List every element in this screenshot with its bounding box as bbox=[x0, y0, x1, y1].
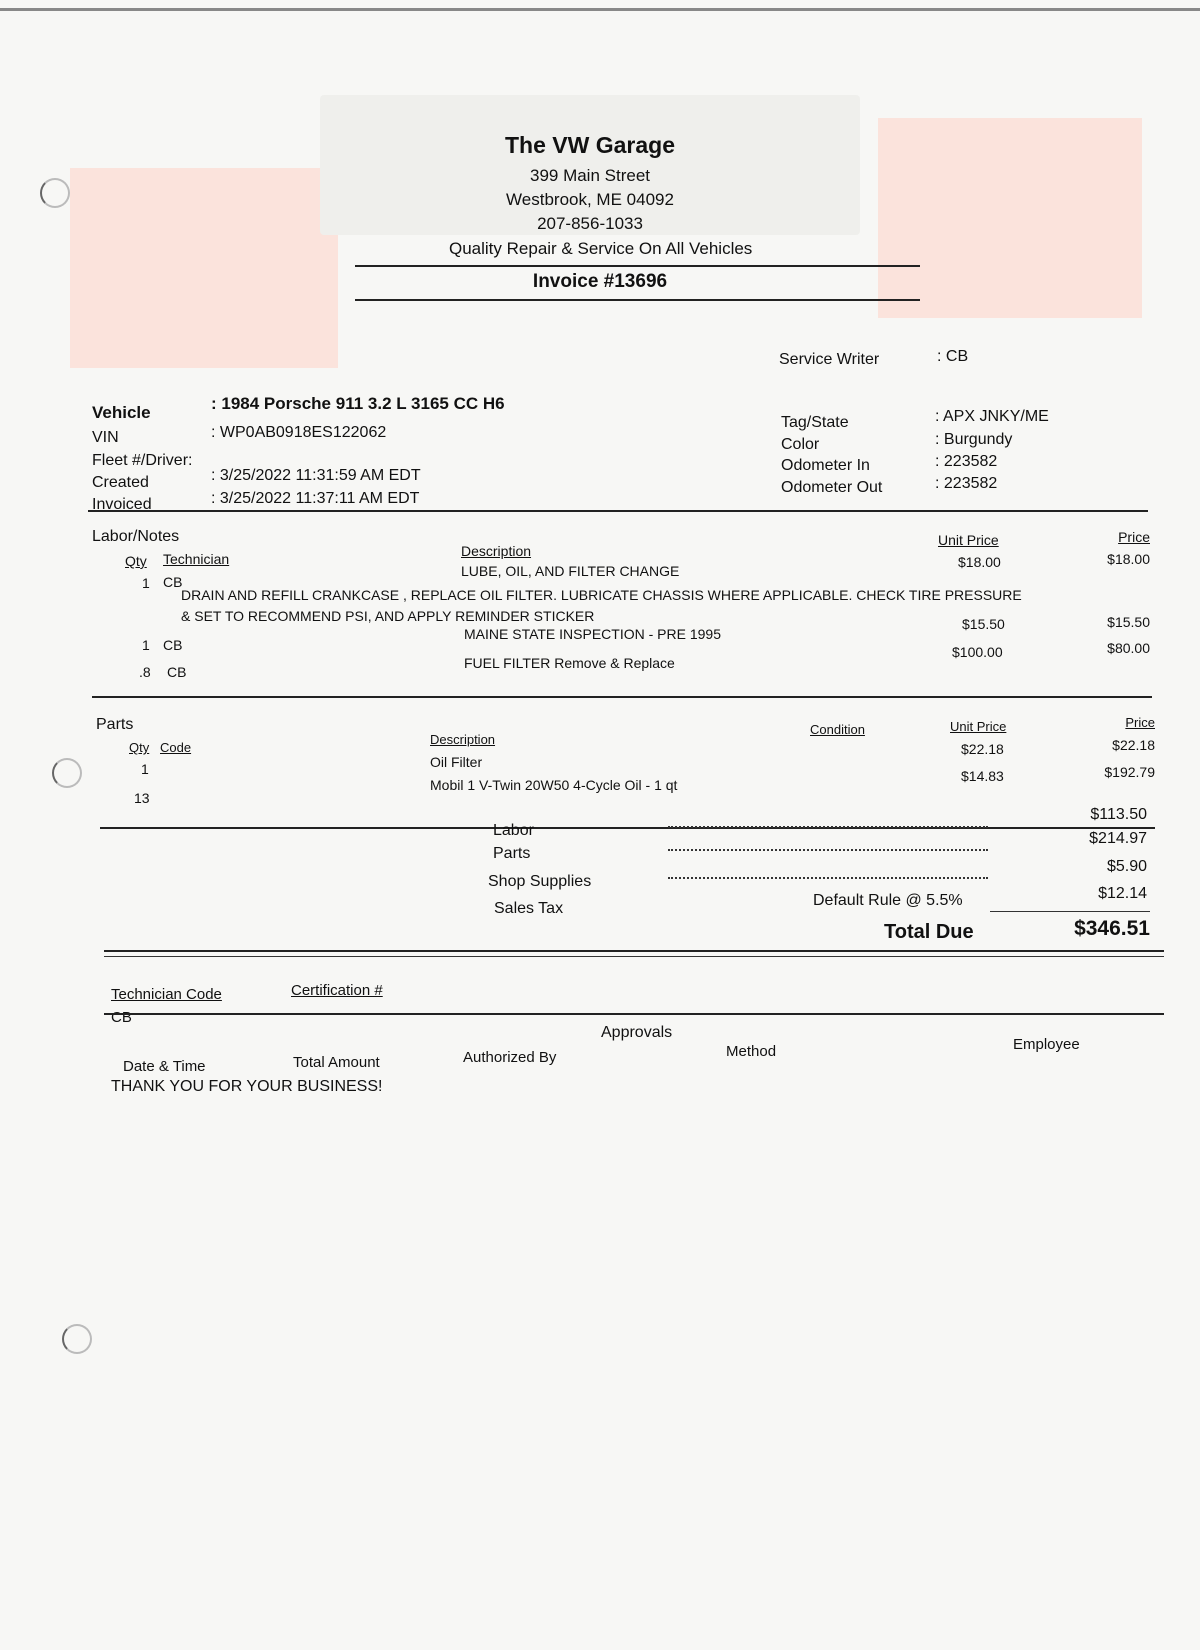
parts-header-qty: Qty bbox=[129, 740, 150, 755]
approvals-employee: Employee bbox=[1013, 1036, 1080, 1053]
totals-parts-leader bbox=[668, 849, 988, 851]
labor-unit-price: $100.00 bbox=[952, 644, 1003, 660]
header-rule-bottom bbox=[355, 299, 920, 301]
labor-section-rule bbox=[92, 696, 1152, 698]
labor-qty: 1 bbox=[142, 637, 150, 653]
vin-value: : WP0AB0918ES122062 bbox=[211, 424, 387, 441]
parts-section-rule bbox=[100, 827, 1155, 829]
approvals-authorized-by: Authorized By bbox=[463, 1049, 557, 1066]
tag-state-value: : APX JNKY/ME bbox=[935, 408, 1049, 425]
approvals-total-amount: Total Amount bbox=[293, 1054, 380, 1071]
totals-tax-rule: Default Rule @ 5.5% bbox=[813, 892, 963, 909]
labor-header-price: Price bbox=[1118, 529, 1150, 545]
totals-shop-supplies-value: $5.90 bbox=[1106, 858, 1147, 875]
totals-labor-leader bbox=[668, 826, 988, 828]
thank-you-message: THANK YOU FOR YOUR BUSINESS! bbox=[111, 1078, 383, 1095]
totals-parts-value: $214.97 bbox=[1089, 830, 1147, 847]
totals-sales-tax-label: Sales Tax bbox=[494, 900, 564, 917]
labor-description: LUBE, OIL, AND FILTER CHANGE bbox=[461, 563, 680, 579]
odometer-in-value: : 223582 bbox=[935, 453, 998, 470]
shop-phone: 207-856-1033 bbox=[537, 214, 643, 233]
labor-price: $15.50 bbox=[1107, 614, 1150, 630]
service-writer-label: Service Writer bbox=[779, 351, 880, 368]
parts-description: Oil Filter bbox=[430, 754, 483, 770]
shop-address-line2: Westbrook, ME 04092 bbox=[506, 190, 674, 209]
odometer-out-label: Odometer Out bbox=[781, 479, 883, 496]
redaction-right bbox=[878, 118, 1142, 318]
certification-rule bbox=[104, 1013, 1164, 1015]
parts-price: $192.79 bbox=[1104, 764, 1155, 780]
scan-edge-top bbox=[0, 8, 1200, 11]
binder-hole-top bbox=[40, 178, 70, 208]
labor-section-label: Labor/Notes bbox=[92, 528, 180, 545]
shop-name: The VW Garage bbox=[505, 132, 675, 158]
labor-qty: 1 bbox=[142, 575, 150, 591]
totals-sales-tax-value: $12.14 bbox=[1098, 885, 1147, 902]
labor-price: $80.00 bbox=[1107, 640, 1150, 656]
totals-subrule bbox=[990, 911, 1150, 912]
color-value: : Burgundy bbox=[935, 431, 1013, 448]
vehicle-label: Vehicle bbox=[92, 403, 151, 422]
invoice-number: Invoice #13696 bbox=[532, 271, 668, 292]
parts-header-price: Price bbox=[1125, 715, 1155, 730]
totals-labor-label: Labor bbox=[493, 822, 534, 839]
totals-parts-label: Parts bbox=[493, 845, 531, 862]
shop-address-line1: 399 Main Street bbox=[529, 166, 650, 185]
certification-label: Certification # bbox=[291, 982, 383, 999]
odometer-in-label: Odometer In bbox=[781, 457, 870, 474]
approvals-title: Approvals bbox=[601, 1024, 673, 1041]
parts-section-label: Parts bbox=[96, 716, 134, 733]
approvals-method: Method bbox=[726, 1043, 777, 1060]
labor-technician: CB bbox=[163, 637, 183, 653]
parts-unit-price: $22.18 bbox=[961, 741, 1004, 757]
parts-unit-price: $14.83 bbox=[961, 768, 1004, 784]
technician-code-label: Technician Code bbox=[111, 986, 222, 1003]
parts-qty: 13 bbox=[134, 790, 150, 806]
labor-price: $18.00 bbox=[1107, 551, 1150, 567]
labor-header-qty: Qty bbox=[125, 553, 147, 569]
labor-header-description: Description bbox=[461, 543, 532, 559]
fleet-driver-label: Fleet #/Driver: bbox=[92, 452, 193, 469]
parts-header-condition: Condition bbox=[810, 722, 865, 737]
shop-tagline: Quality Repair & Service On All Vehicles bbox=[449, 239, 753, 258]
binder-hole-bottom bbox=[62, 1324, 92, 1354]
color-label: Color bbox=[781, 436, 820, 453]
parts-description: Mobil 1 V-Twin 20W50 4-Cycle Oil - 1 qt bbox=[430, 777, 678, 793]
labor-note-line2: & SET TO RECOMMEND PSI, AND APPLY REMINDER STICKER bbox=[181, 608, 595, 624]
totals-double-rule-2 bbox=[104, 956, 1164, 957]
odometer-out-value: : 223582 bbox=[935, 475, 998, 492]
approvals-date-time: Date & Time bbox=[123, 1058, 206, 1075]
labor-description: FUEL FILTER Remove & Replace bbox=[464, 655, 675, 671]
invoiced-value: : 3/25/2022 11:37:11 AM EDT bbox=[211, 490, 420, 507]
totals-labor-value: $113.50 bbox=[1090, 806, 1147, 823]
service-writer-value: : CB bbox=[937, 348, 969, 365]
labor-unit-price: $18.00 bbox=[958, 554, 1001, 570]
labor-technician: CB bbox=[167, 664, 187, 680]
labor-qty: .8 bbox=[139, 664, 151, 680]
vehicle-value: : 1984 Porsche 911 3.2 L 3165 CC H6 bbox=[211, 394, 505, 413]
vin-label: VIN bbox=[92, 429, 119, 446]
parts-qty: 1 bbox=[141, 761, 149, 777]
totals-double-rule-1 bbox=[104, 950, 1164, 952]
tag-state-label: Tag/State bbox=[781, 414, 849, 431]
totals-shop-supplies-label: Shop Supplies bbox=[488, 873, 592, 890]
totals-supplies-leader bbox=[668, 877, 988, 879]
labor-description: MAINE STATE INSPECTION - PRE 1995 bbox=[464, 626, 721, 642]
labor-note-line1: DRAIN AND REFILL CRANKCASE , REPLACE OIL FILTER. LUBRICATE CHASSIS WHERE APPLICABLE. CHECK TIRE PRESSURE bbox=[181, 587, 1022, 603]
labor-header-technician: Technician bbox=[163, 551, 230, 567]
header-rule-top bbox=[355, 265, 920, 267]
total-due-value: $346.51 bbox=[1074, 917, 1150, 940]
created-value: : 3/25/2022 11:31:59 AM EDT bbox=[211, 467, 421, 484]
invoiced-label: Invoiced bbox=[92, 496, 152, 513]
parts-header-code: Code bbox=[160, 740, 192, 755]
vehicle-section-rule bbox=[88, 510, 1148, 512]
binder-hole-middle bbox=[52, 758, 82, 788]
created-label: Created bbox=[92, 474, 149, 491]
labor-header-unit-price: Unit Price bbox=[938, 532, 999, 548]
parts-header-description: Description bbox=[430, 732, 496, 747]
total-due-label: Total Due bbox=[884, 921, 974, 943]
labor-technician: CB bbox=[163, 574, 183, 590]
redaction-left bbox=[70, 168, 338, 368]
parts-price: $22.18 bbox=[1112, 737, 1155, 753]
technician-code-value: CB bbox=[111, 1009, 132, 1026]
parts-header-unit-price: Unit Price bbox=[950, 719, 1007, 734]
labor-unit-price: $15.50 bbox=[962, 616, 1005, 632]
